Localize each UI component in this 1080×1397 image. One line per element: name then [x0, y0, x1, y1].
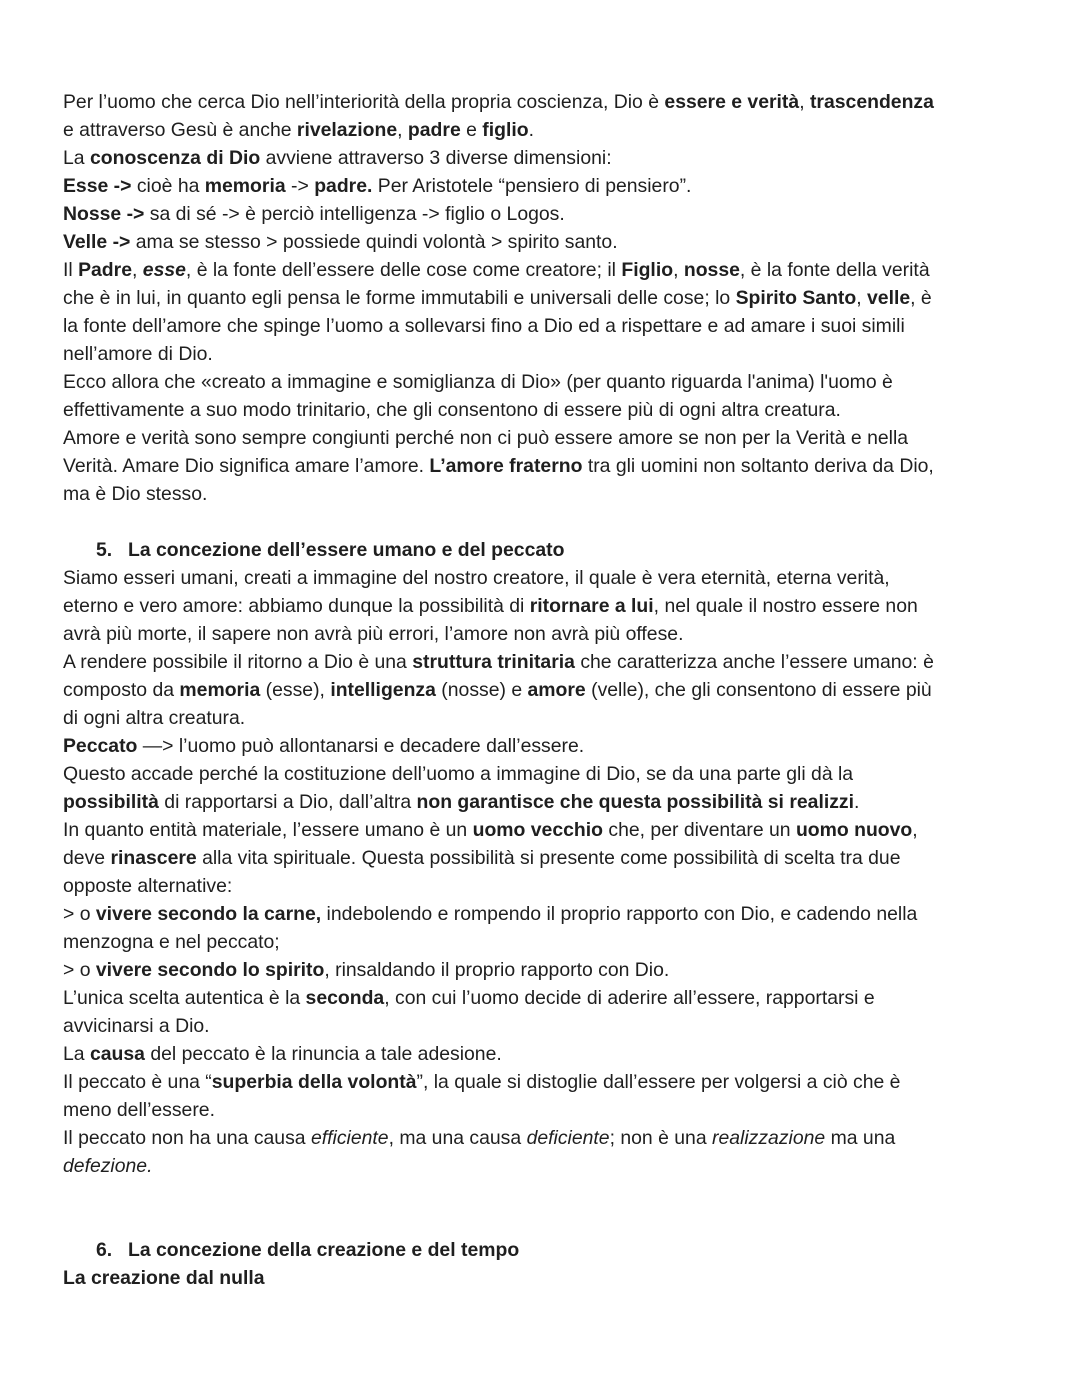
- spacer: [63, 1180, 1020, 1236]
- spacer: [63, 508, 1020, 536]
- subheading: La creazione dal nulla: [63, 1267, 265, 1289]
- text-line: A rendere possibile il ritorno a Dio è una struttura trinitaria che caratterizza anche l’essere umano: è: [63, 651, 934, 673]
- text-line: Il peccato è una “superbia della volontà”, la quale si distoglie dall’essere per volgersi a ciò che è: [63, 1071, 901, 1093]
- text-line: che è in lui, in quanto egli pensa le forme immutabili e universali delle cose; lo Spirito Santo, velle, è: [63, 287, 932, 309]
- section-title: La concezione della creazione e del tempo: [128, 1239, 520, 1261]
- text-line: Siamo esseri umani, creati a immagine del nostro creatore, il quale è vera eternità, eterna verità,: [63, 567, 890, 589]
- section-number: 5.: [96, 539, 113, 561]
- section-heading-6: [63, 1236, 1020, 1264]
- text-line: Esse -> cioè ha memoria -> padre. Per Aristotele “pensiero di pensiero”.: [63, 175, 692, 197]
- text-line: possibilità di rapportarsi a Dio, dall’altra non garantisce che questa possibilità si realizzi.: [63, 791, 860, 813]
- text-line: ma è Dio stesso.: [63, 483, 208, 505]
- text-line: menzogna e nel peccato;: [63, 931, 280, 953]
- text-line: Questo accade perché la costituzione dell’uomo a immagine di Dio, se da una parte gli dà la: [63, 763, 854, 785]
- text-line: meno dell’essere.: [63, 1099, 215, 1121]
- text-line: avrà più morte, il sapere non avrà più errori, l’amore non avrà più offese.: [63, 623, 684, 645]
- text-line: > o vivere secondo la carne, indebolendo e rompendo il proprio rapporto con Dio, e cadendo nella: [63, 903, 918, 925]
- text-line: nell’amore di Dio.: [63, 343, 213, 365]
- text-line: Velle -> ama se stesso > possiede quindi volontà > spirito santo.: [63, 231, 618, 253]
- text-line: Il peccato non ha una causa efficiente, ma una causa deficiente; non è una realizzazione ma una: [63, 1127, 896, 1149]
- section-number: 6.: [96, 1239, 113, 1261]
- text-line: di ogni altra creatura.: [63, 707, 246, 729]
- text-line: opposte alternative:: [63, 875, 233, 897]
- text-line: la fonte dell’amore che spinge l’uomo a sollevarsi fino a Dio ed a rispettare e ad amare i suoi simili: [63, 315, 905, 337]
- text-line: In quanto entità materiale, l’essere umano è un uomo vecchio che, per diventare un uomo nuovo,: [63, 819, 918, 841]
- text-line: L’unica scelta autentica è la seconda, con cui l’uomo decide di aderire all’essere, rapportarsi e: [63, 987, 875, 1009]
- text-line: effettivamente a suo modo trinitario, che gli consentono di essere più di ogni altra creatura.: [63, 399, 841, 421]
- section-heading-5: [63, 536, 1020, 564]
- text-line: defezione.: [63, 1155, 153, 1177]
- text-line: eterno e vero amore: abbiamo dunque la possibilità di ritornare a lui, nel quale il nostro essere non: [63, 595, 918, 617]
- text-line: Amore e verità sono sempre congiunti perché non ci può essere amore se non per la Verità e nella: [63, 427, 909, 449]
- text-line: Per l’uomo che cerca Dio nell’interiorità della propria coscienza, Dio è essere e verità, trascendenza: [63, 91, 934, 113]
- text-line: avvicinarsi a Dio.: [63, 1015, 210, 1037]
- text-line: composto da memoria (esse), intelligenza (nosse) e amore (velle), che gli consentono di essere più: [63, 679, 932, 701]
- text-line: La causa del peccato è la rinuncia a tale adesione.: [63, 1043, 502, 1065]
- text-line: Nosse -> sa di sé -> è perciò intelligenza -> figlio o Logos.: [63, 203, 565, 225]
- section-title: La concezione dell’essere umano e del peccato: [128, 539, 565, 561]
- text-line: La conoscenza di Dio avviene attraverso 3 diverse dimensioni:: [63, 147, 612, 169]
- text-line: > o vivere secondo lo spirito, rinsaldando il proprio rapporto con Dio.: [63, 959, 670, 981]
- text-line: Il Padre, esse, è la fonte dell’essere delle cose come creatore; il Figlio, nosse, è la fonte della verità: [63, 259, 930, 281]
- text-line: Peccato —> l’uomo può allontanarsi e decadere dall’essere.: [63, 735, 585, 757]
- text-line: e attraverso Gesù è anche rivelazione, padre e figlio.: [63, 119, 534, 141]
- text-line: Ecco allora che «creato a immagine e somiglianza di Dio» (per quanto riguarda l'anima) l'uomo è: [63, 371, 893, 393]
- text-line: Verità. Amare Dio significa amare l’amore. L’amore fraterno tra gli uomini non soltanto deriva da Dio,: [63, 455, 934, 477]
- text-line: deve rinascere alla vita spirituale. Questa possibilità si presente come possibilità di scelta tra due: [63, 847, 901, 869]
